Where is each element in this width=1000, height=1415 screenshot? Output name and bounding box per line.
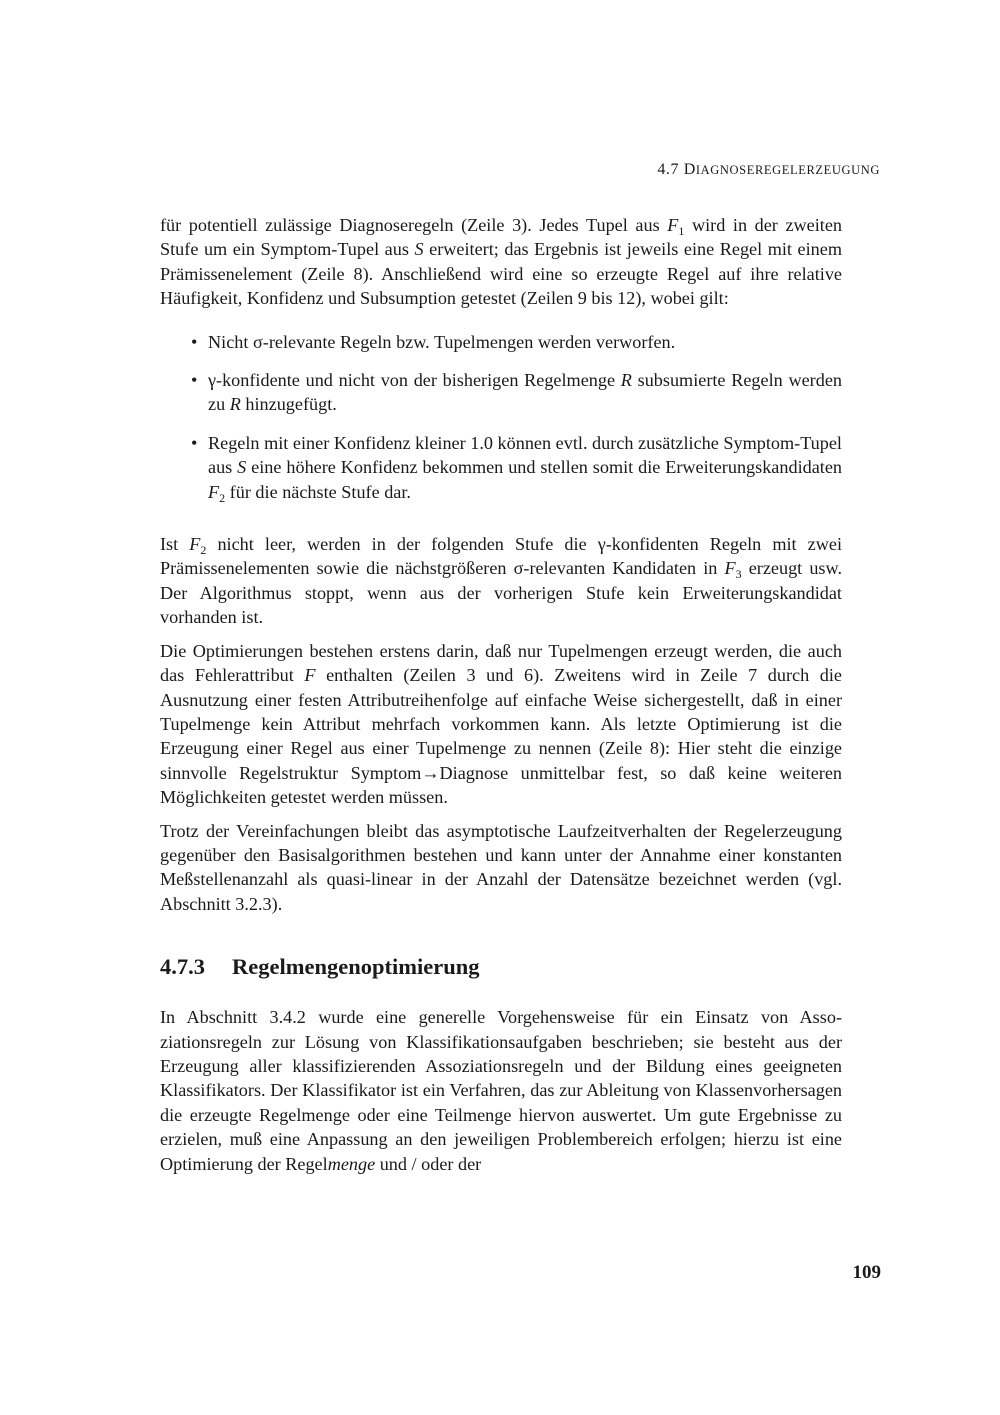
bullet-icon: • xyxy=(191,370,198,391)
list-item: • Nicht σ-relevante Regeln bzw. Tupelmengen werden verworfen. xyxy=(208,330,842,354)
running-header xyxy=(160,161,880,179)
section-heading xyxy=(160,953,842,981)
header-title-rest: IAGNOSEREGELERZEUGUNG xyxy=(695,163,880,177)
header-title-initial: D xyxy=(683,161,696,178)
rule-list xyxy=(160,330,842,504)
bullet-icon: • xyxy=(191,331,198,352)
paragraph-stages: Ist $F_2$ nicht leer, werden in der folgenden Stufe die γ-konfidenten Regeln mit zwei Prämissenelementen sowie die nächstgrößeren σ-relevanten Kandidaten in $F_3$ erzeugt usw. Der Algorithmus stoppt, wenn aus der vorherigen Stufe kein Erweiterungskandidat vorhanden ist. xyxy=(160,534,843,628)
page-number: 109 xyxy=(852,1262,881,1283)
paragraph-continuation: für potentiell zulässige Diagnoseregeln (Zeile 3). Jedes Tupel aus $F_1$ wird in der zweiten Stufe um ein Symptom-Tupel aus S erweitert; das Ergebnis ist jeweils eine Regel mit einem Prämissenelement (Zeile 8). Anschließend wird eine so erzeugte Regel auf ihre relative Häufigkeit, Konfidenz und Subsumption getestet (Zeilen 9 bis 12), wobei gilt: xyxy=(160,215,843,309)
header-section-number: 4.7 xyxy=(657,161,680,178)
list-item: • Regeln mit einer Konfidenz kleiner 1.0 können evtl. durch zusätzliche Symptom-Tupel aus S eine höhere Konfidenz bekommen und stellen somit die Erweiterungskandidaten $F_2$ für die nächste Stufe dar. xyxy=(191,432,843,505)
paragraph-runtime: Trotz der Vereinfachungen bleibt das asymptotische Laufzeitverhalten der Regelerzeugung gegenüber den Basisalgorithmen bestehen und kann unter der Annahme einer konstanten Meßstellenanzahl als quasi-linear in der Anzahl der Datensätze bezeichnet werden (vgl. Abschnitt 3.2.3). xyxy=(160,820,842,914)
section-number: 4.7.3 xyxy=(160,954,205,980)
paragraph-optimizations: Die Optimierungen bestehen erstens darin, daß nur Tupelmengen erzeugt werden, die auch das Fehlerattribut F enthalten (Zeilen 3 und 6). Zweitens wird in Zeile 7 durch die Ausnutzung einer festen Attributreihenfolge auf einfache Weise sichergestellt, daß in einer Tupelmenge kein Attribut mehrfach vorkommen kann. Als letzte Optimierung ist die Erzeugung einer Regel aus einer Tupelmenge zu nennen (Zeile 8): Hier steht die einzige sinnvolle Regelstruktur Symptom→Diagnose unmittelbar fest, so daß keine weiteren Möglichkeiten getestet werden müssen. xyxy=(160,640,842,808)
bullet-icon: • xyxy=(191,432,198,453)
list-item: • γ-konfidente und nicht von der bisherigen Regelmenge R subsumierte Regeln werden zu R hinzugefügt. xyxy=(191,370,842,415)
paragraph-section-intro: In Abschnitt 3.4.2 wurde eine generelle Vorgehensweise für ein Einsatz von Assoziationsregeln zur Lösung von Klassifikationsaufgaben beschrieben; sie besteht aus der Erzeugung aller klassifizierenden Assoziationsregeln und der Bildung eines geeigneten Klassifikators. Der Klassifikator ist ein Verfahren, das zur Ableitung von Klassenvorhersagen die erzeugte Regelmenge oder eine Teilmenge hiervon auswertet. Um gute Ergebnisse zu erzielen, muß eine Anpassung an den jeweiligen Problembereich erfolgen; hierzu ist eine Optimierung der Regelmenge und / oder der xyxy=(160,1007,842,1174)
section-title: Regelmengenoptimierung xyxy=(232,954,480,980)
main-text xyxy=(160,213,842,1176)
